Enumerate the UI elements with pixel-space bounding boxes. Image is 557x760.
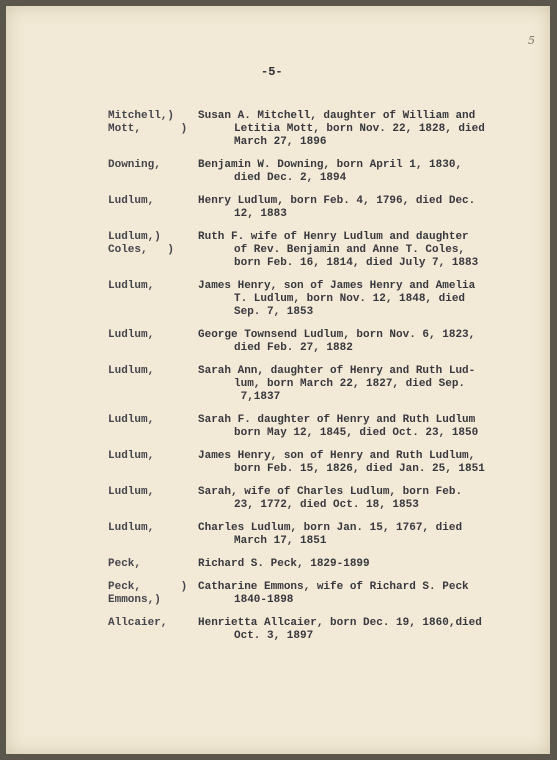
- entry-text: [198, 581, 528, 607]
- entry-text: [198, 522, 528, 548]
- entry-row: [108, 581, 528, 607]
- surname-column: [108, 159, 198, 185]
- surname: Peck, ): [108, 581, 188, 593]
- entry-line: 12, 1883: [234, 208, 287, 220]
- entry-line: died Feb. 27, 1882: [234, 342, 353, 354]
- surname: Ludlum,: [108, 280, 155, 292]
- surname-column: [108, 486, 198, 512]
- entry-text: [198, 558, 528, 571]
- surname: Downing,: [108, 159, 161, 171]
- entry-row: [108, 522, 528, 548]
- entry-line: Susan A. Mitchell, daughter of William and: [198, 110, 476, 122]
- entry-line: March 17, 1851: [234, 535, 327, 547]
- surname: Ludlum,): [108, 231, 161, 243]
- entry-line: T. Ludlum, born Nov. 12, 1848, died: [234, 293, 466, 305]
- entry-row: [108, 329, 528, 355]
- entry-row: [108, 280, 528, 319]
- entry-line: George Townsend Ludlum, born Nov. 6, 1823,: [198, 329, 476, 341]
- entry-row: [108, 617, 528, 643]
- surname-column: [108, 365, 198, 404]
- document-page: [6, 6, 550, 754]
- entry-line: Sarah, wife of Charles Ludlum, born Feb.: [198, 486, 463, 498]
- surname-column: [108, 558, 198, 571]
- page-number: -5-: [261, 65, 283, 79]
- entry-row: [108, 110, 528, 149]
- entry-text: [198, 450, 528, 476]
- entries-list: [108, 110, 528, 653]
- surname-column: [108, 617, 198, 643]
- entry-line: Oct. 3, 1897: [234, 630, 314, 642]
- entry-line: lum, born March 22, 1827, died Sep.: [234, 378, 466, 390]
- entry-text: [198, 110, 528, 149]
- entry-line: Sarah F. daughter of Henry and Ruth Ludlum: [198, 414, 476, 426]
- entry-line: Charles Ludlum, born Jan. 15, 1767, died: [198, 522, 463, 534]
- entry-text: [198, 231, 528, 270]
- entry-text: [198, 280, 528, 319]
- entry-row: [108, 558, 528, 571]
- entry-line: Henrietta Allcaier, born Dec. 19, 1860,died: [198, 617, 482, 629]
- entry-text: [198, 486, 528, 512]
- entry-line: Sep. 7, 1853: [234, 306, 314, 318]
- surname: Coles, ): [108, 244, 175, 256]
- entry-row: [108, 231, 528, 270]
- entry-line: Ruth F. wife of Henry Ludlum and daughter: [198, 231, 469, 243]
- corner-page-mark: 5: [528, 34, 535, 47]
- surname: Allcaier,: [108, 617, 168, 629]
- entry-line: 23, 1772, died Oct. 18, 1853: [234, 499, 419, 511]
- entry-line: Benjamin W. Downing, born April 1, 1830,: [198, 159, 463, 171]
- entry-text: [198, 414, 528, 440]
- entry-row: [108, 486, 528, 512]
- entry-line: of Rev. Benjamin and Anne T. Coles,: [234, 244, 466, 256]
- entry-line: March 27, 1896: [234, 136, 327, 148]
- surname: Ludlum,: [108, 195, 155, 207]
- entry-text: [198, 365, 528, 404]
- entry-line: Catharine Emmons, wife of Richard S. Peck: [198, 581, 469, 593]
- entry-text: [198, 617, 528, 643]
- surname: Ludlum,: [108, 414, 155, 426]
- entry-line: born May 12, 1845, died Oct. 23, 1850: [234, 427, 479, 439]
- entry-text: [198, 195, 528, 221]
- surname: Ludlum,: [108, 486, 155, 498]
- surname: Ludlum,: [108, 522, 155, 534]
- surname: Ludlum,: [108, 450, 155, 462]
- entry-row: [108, 450, 528, 476]
- surname-column: [108, 581, 198, 607]
- entry-line: James Henry, son of James Henry and Amelia: [198, 280, 476, 292]
- surname: Peck,: [108, 558, 142, 570]
- entry-row: [108, 159, 528, 185]
- entry-line: Richard S. Peck, 1829-1899: [198, 558, 370, 570]
- entry-line: 7,1837: [234, 391, 281, 403]
- entry-row: [108, 365, 528, 404]
- surname: Ludlum,: [108, 365, 155, 377]
- entry-line: born Feb. 15, 1826, died Jan. 25, 1851: [234, 463, 485, 475]
- surname: Mitchell,): [108, 110, 175, 122]
- surname-column: [108, 110, 198, 149]
- entry-line: Sarah Ann, daughter of Henry and Ruth Lud-: [198, 365, 476, 377]
- entry-text: [198, 329, 528, 355]
- surname-column: [108, 231, 198, 270]
- surname: Mott, ): [108, 123, 188, 135]
- surname-column: [108, 195, 198, 221]
- surname: Ludlum,: [108, 329, 155, 341]
- entry-row: [108, 195, 528, 221]
- surname-column: [108, 280, 198, 319]
- entry-line: Letitia Mott, born Nov. 22, 1828, died: [234, 123, 485, 135]
- surname-column: [108, 522, 198, 548]
- entry-line: died Dec. 2, 1894: [234, 172, 347, 184]
- surname-column: [108, 414, 198, 440]
- entry-row: [108, 414, 528, 440]
- entry-line: James Henry, son of Henry and Ruth Ludlum,: [198, 450, 476, 462]
- entry-line: born Feb. 16, 1814, died July 7, 1883: [234, 257, 479, 269]
- surname-column: [108, 450, 198, 476]
- entry-line: 1840-1898: [234, 594, 294, 606]
- entry-text: [198, 159, 528, 185]
- surname: Emmons,): [108, 594, 161, 606]
- entry-line: Henry Ludlum, born Feb. 4, 1796, died Dec.: [198, 195, 476, 207]
- surname-column: [108, 329, 198, 355]
